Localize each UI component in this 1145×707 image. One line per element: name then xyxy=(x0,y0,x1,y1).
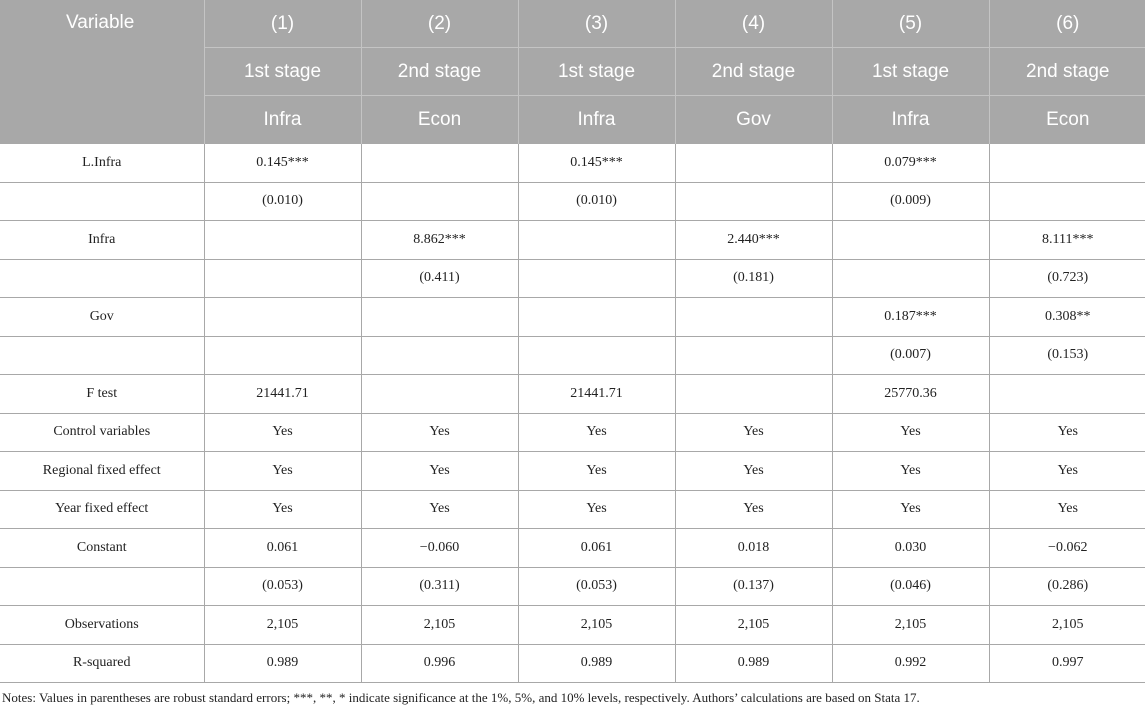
table-row xyxy=(0,606,1145,645)
table-cell: (0.311) xyxy=(361,567,518,606)
table-cell: Yes xyxy=(204,490,361,529)
column-number: (6) xyxy=(989,0,1145,48)
table-cell: (0.010) xyxy=(204,182,361,221)
table-cell: 0.079*** xyxy=(832,144,989,183)
column-stage: 2nd stage xyxy=(675,48,832,96)
row-label: Gov xyxy=(0,298,204,337)
table-cell: 0.996 xyxy=(361,644,518,683)
table-cell: Yes xyxy=(204,413,361,452)
row-label: R-squared xyxy=(0,644,204,683)
table-cell: 0.145*** xyxy=(518,144,675,183)
table-cell: (0.053) xyxy=(518,567,675,606)
table-cell xyxy=(518,259,675,298)
table-cell xyxy=(518,221,675,260)
table-row xyxy=(0,375,1145,414)
table-cell xyxy=(361,336,518,375)
column-dependent-variable: Gov xyxy=(675,96,832,144)
table-cell: Yes xyxy=(832,452,989,491)
table-cell: 0.061 xyxy=(204,529,361,568)
table-row xyxy=(0,567,1145,606)
table-cell: 21441.71 xyxy=(204,375,361,414)
table-cell: Yes xyxy=(675,490,832,529)
row-label: Year fixed effect xyxy=(0,490,204,529)
table-cell: 2,105 xyxy=(989,606,1145,645)
row-label xyxy=(0,336,204,375)
table-cell xyxy=(518,298,675,337)
table-cell: Yes xyxy=(675,413,832,452)
column-stage: 2nd stage xyxy=(989,48,1145,96)
table-cell: (0.046) xyxy=(832,567,989,606)
column-stage: 1st stage xyxy=(204,48,361,96)
table-cell: 0.145*** xyxy=(204,144,361,183)
table-cell: (0.053) xyxy=(204,567,361,606)
table-row xyxy=(0,144,1145,183)
column-dependent-variable: Econ xyxy=(361,96,518,144)
variable-header: Variable xyxy=(0,0,204,144)
column-number: (1) xyxy=(204,0,361,48)
column-dependent-variable: Infra xyxy=(832,96,989,144)
table-cell: 2,105 xyxy=(675,606,832,645)
table-cell: (0.411) xyxy=(361,259,518,298)
row-label xyxy=(0,259,204,298)
column-number: (2) xyxy=(361,0,518,48)
table-cell: 0.989 xyxy=(675,644,832,683)
row-label: Regional fixed effect xyxy=(0,452,204,491)
table-cell: −0.062 xyxy=(989,529,1145,568)
row-label: Infra xyxy=(0,221,204,260)
table-row xyxy=(0,452,1145,491)
table-cell: Yes xyxy=(989,490,1145,529)
row-label xyxy=(0,567,204,606)
table-cell xyxy=(832,259,989,298)
table-row xyxy=(0,221,1145,260)
table-cell: Yes xyxy=(518,452,675,491)
header-row-numbers xyxy=(0,0,1145,48)
row-label xyxy=(0,182,204,221)
table-cell xyxy=(518,336,675,375)
table-cell xyxy=(204,336,361,375)
table-cell: 2,105 xyxy=(204,606,361,645)
column-dependent-variable: Infra xyxy=(204,96,361,144)
row-label: L.Infra xyxy=(0,144,204,183)
column-stage: 1st stage xyxy=(518,48,675,96)
table-row xyxy=(0,336,1145,375)
table-cell: (0.009) xyxy=(832,182,989,221)
table-cell: (0.286) xyxy=(989,567,1145,606)
table-row xyxy=(0,259,1145,298)
table-cell xyxy=(204,259,361,298)
table-cell: 2.440*** xyxy=(675,221,832,260)
table-cell xyxy=(989,144,1145,183)
column-number: (5) xyxy=(832,0,989,48)
table-cell xyxy=(675,182,832,221)
table-cell: 0.989 xyxy=(204,644,361,683)
table-row xyxy=(0,182,1145,221)
table-cell: Yes xyxy=(361,490,518,529)
table-cell xyxy=(361,144,518,183)
table-row xyxy=(0,529,1145,568)
table-cell xyxy=(361,375,518,414)
table-cell: (0.007) xyxy=(832,336,989,375)
table-cell xyxy=(832,221,989,260)
column-stage: 2nd stage xyxy=(361,48,518,96)
table-cell: 0.018 xyxy=(675,529,832,568)
table-cell: Yes xyxy=(989,452,1145,491)
table-cell: Yes xyxy=(361,413,518,452)
table-cell xyxy=(675,375,832,414)
table-cell xyxy=(989,182,1145,221)
table-cell: Yes xyxy=(361,452,518,491)
table-cell: (0.181) xyxy=(675,259,832,298)
table-cell: Yes xyxy=(832,413,989,452)
table-cell xyxy=(361,298,518,337)
table-cell: (0.723) xyxy=(989,259,1145,298)
table-cell xyxy=(675,144,832,183)
table-cell xyxy=(675,336,832,375)
table-cell: 0.989 xyxy=(518,644,675,683)
table-cell: 8.862*** xyxy=(361,221,518,260)
table-row xyxy=(0,490,1145,529)
table-cell: 21441.71 xyxy=(518,375,675,414)
table-cell: Yes xyxy=(518,490,675,529)
table-cell: 0.061 xyxy=(518,529,675,568)
column-dependent-variable: Infra xyxy=(518,96,675,144)
column-number: (3) xyxy=(518,0,675,48)
table-cell: Yes xyxy=(204,452,361,491)
table-cell: 2,105 xyxy=(518,606,675,645)
table-cell: 2,105 xyxy=(832,606,989,645)
table-row xyxy=(0,298,1145,337)
table-cell xyxy=(361,182,518,221)
row-label: Constant xyxy=(0,529,204,568)
table-cell: 0.308** xyxy=(989,298,1145,337)
table-cell xyxy=(675,298,832,337)
column-number: (4) xyxy=(675,0,832,48)
table-cell: (0.137) xyxy=(675,567,832,606)
table-cell: −0.060 xyxy=(361,529,518,568)
table-cell xyxy=(989,375,1145,414)
table-cell: 0.187*** xyxy=(832,298,989,337)
table-cell: (0.153) xyxy=(989,336,1145,375)
table-row xyxy=(0,413,1145,452)
table-cell xyxy=(204,221,361,260)
table-cell: 8.111*** xyxy=(989,221,1145,260)
table-cell: 0.997 xyxy=(989,644,1145,683)
table-cell: Yes xyxy=(675,452,832,491)
column-dependent-variable: Econ xyxy=(989,96,1145,144)
table-cell: Yes xyxy=(832,490,989,529)
table-row xyxy=(0,644,1145,683)
table-cell: Yes xyxy=(518,413,675,452)
table-cell: (0.010) xyxy=(518,182,675,221)
table-cell: 0.992 xyxy=(832,644,989,683)
row-label: Observations xyxy=(0,606,204,645)
table-header xyxy=(0,0,1145,144)
row-label: F test xyxy=(0,375,204,414)
table-cell: 2,105 xyxy=(361,606,518,645)
row-label: Control variables xyxy=(0,413,204,452)
column-stage: 1st stage xyxy=(832,48,989,96)
table-notes: Notes: Values in parentheses are robust standard errors; ***, **, * indicate significance at the 1%, 5%, and 10% levels, respectively. Authors’ calculations are based on Stata 17. xyxy=(2,690,920,705)
table-cell xyxy=(204,298,361,337)
table-cell: Yes xyxy=(989,413,1145,452)
table-cell: 0.030 xyxy=(832,529,989,568)
table-body xyxy=(0,144,1145,683)
table-cell: 25770.36 xyxy=(832,375,989,414)
